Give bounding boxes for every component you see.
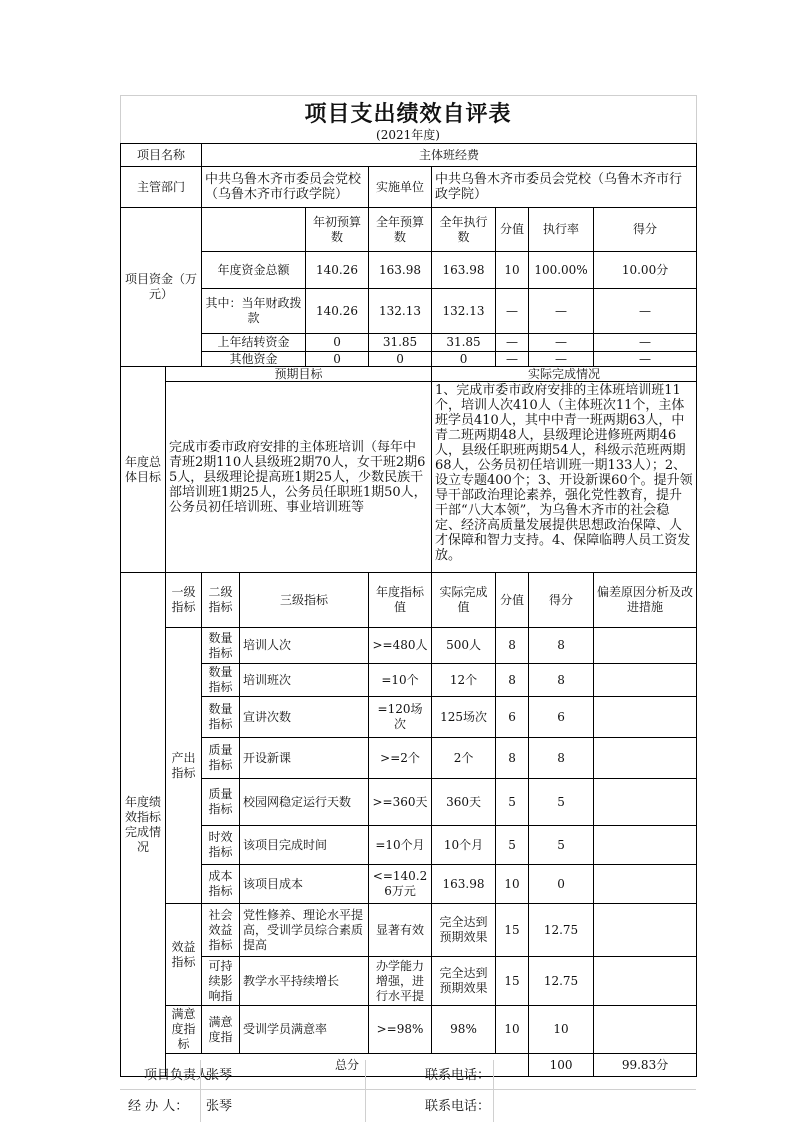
indicator-actual: 完全达到预期效果	[432, 957, 496, 1006]
indicator-l2: 可持续影响指	[202, 957, 240, 1006]
funds-row-v1: 0	[306, 334, 369, 352]
indicator-score: 5	[496, 779, 529, 826]
footer-vline	[200, 1060, 201, 1122]
ind-header-4: 实际完成值	[432, 573, 496, 628]
impl-label: 实施单位	[369, 167, 432, 208]
goals-label: 年度总体目标	[121, 367, 166, 573]
actual-header: 实际完成情况	[432, 367, 697, 382]
funds-row-v2: 0	[369, 352, 432, 367]
indicator-score: 5	[496, 826, 529, 865]
row-indicators-header	[121, 573, 697, 628]
indicator-actual: 10个月	[432, 826, 496, 865]
footer-divider	[120, 1089, 696, 1090]
indicator-got: 10	[529, 1006, 594, 1054]
indicator-l3: 该项目完成时间	[240, 826, 369, 865]
indicator-got: 8	[529, 664, 594, 697]
indicator-l2: 数量指标	[202, 697, 240, 738]
ind-header-0: 一级指标	[166, 573, 202, 628]
funds-row-got: 10.00分	[594, 252, 697, 289]
total-got: 99.83分	[594, 1054, 697, 1077]
level1-output: 产出指标	[166, 628, 202, 904]
indicator-note	[594, 779, 697, 826]
funds-row-score: 10	[496, 252, 529, 289]
indicator-got: 0	[529, 865, 594, 904]
project-name-label: 项目名称	[121, 144, 202, 167]
indicator-note	[594, 1006, 697, 1054]
ind-header-2: 三级指标	[240, 573, 369, 628]
indicator-row	[121, 738, 697, 779]
project-name-value: 主体班经费	[202, 144, 697, 167]
funds-row	[121, 252, 697, 289]
indicator-l3: 培训人次	[240, 628, 369, 664]
indicator-target: 显著有效	[369, 904, 432, 957]
indicator-target: >=98%	[369, 1006, 432, 1054]
indicator-target: =10个	[369, 664, 432, 697]
total-score: 100	[529, 1054, 594, 1077]
indicator-score: 10	[496, 1006, 529, 1054]
indicator-target: >=480人	[369, 628, 432, 664]
ind-header-5: 分值	[496, 573, 529, 628]
indicators-label: 年度绩效指标完成情况	[121, 573, 166, 1077]
indicator-actual: 2个	[432, 738, 496, 779]
indicator-score: 10	[496, 865, 529, 904]
indicator-score: 15	[496, 904, 529, 957]
indicator-row	[121, 697, 697, 738]
footer-vline	[493, 1060, 494, 1122]
indicator-l2: 满意度指	[202, 1006, 240, 1054]
dept-label: 主管部门	[121, 167, 202, 208]
indicator-row	[121, 779, 697, 826]
funds-row-rate: —	[529, 352, 594, 367]
funds-row	[121, 352, 697, 367]
indicator-target: =10个月	[369, 826, 432, 865]
indicator-got: 8	[529, 738, 594, 779]
funds-header-3: 分值	[496, 208, 529, 252]
funds-row-rate: —	[529, 289, 594, 334]
ind-header-6: 得分	[529, 573, 594, 628]
level1-benefit: 效益指标	[166, 904, 202, 1006]
owner-label: 项目负责人	[144, 1068, 210, 1083]
indicator-actual: 12个	[432, 664, 496, 697]
operator-contact-label: 联系电话：	[425, 1099, 491, 1114]
row-project-name	[121, 144, 697, 167]
funds-row-score: —	[496, 352, 529, 367]
indicator-l3: 教学水平持续增长	[240, 957, 369, 1006]
indicator-l2: 社会效益指标	[202, 904, 240, 957]
indicator-note	[594, 738, 697, 779]
funds-row-v2: 163.98	[369, 252, 432, 289]
row-goals-content	[121, 382, 697, 573]
indicator-score: 8	[496, 738, 529, 779]
indicator-l2: 质量指标	[202, 738, 240, 779]
funds-row-v2: 132.13	[369, 289, 432, 334]
ind-header-7: 偏差原因分析及改进措施	[594, 573, 697, 628]
funds-header-1: 全年预算数	[369, 208, 432, 252]
expected-header: 预期目标	[166, 367, 432, 382]
funds-row-v3: 0	[432, 352, 496, 367]
indicator-target: >=360天	[369, 779, 432, 826]
indicator-note	[594, 826, 697, 865]
indicator-l3: 培训班次	[240, 664, 369, 697]
funds-row-got: —	[594, 289, 697, 334]
expected-goal-text: 完成市委市政府安排的主体班培训（每年中青班2期110人县级班2期70人，女干班2期65人，县级理论提高班1期25人，少数民族干部培训班1期25人，公务员任职班1期50人，公务员初任培训班、事业培训班等	[166, 382, 432, 573]
indicator-note	[594, 664, 697, 697]
indicator-actual: 125场次	[432, 697, 496, 738]
indicator-actual: 163.98	[432, 865, 496, 904]
indicator-actual: 98%	[432, 1006, 496, 1054]
impl-value: 中共乌鲁木齐市委员会党校（乌鲁木齐市行政学院）	[432, 167, 697, 208]
indicator-note	[594, 628, 697, 664]
funds-row-v1: 0	[306, 352, 369, 367]
indicator-l3: 校园网稳定运行天数	[240, 779, 369, 826]
indicator-got: 12.75	[529, 957, 594, 1006]
indicator-actual: 360天	[432, 779, 496, 826]
footer-vline	[365, 1060, 366, 1122]
row-goals-header	[121, 367, 697, 382]
funds-row-v3: 132.13	[432, 289, 496, 334]
indicator-row	[121, 628, 697, 664]
indicator-l3: 该项目成本	[240, 865, 369, 904]
funds-row-rate: —	[529, 334, 594, 352]
indicator-note	[594, 697, 697, 738]
funds-row	[121, 289, 697, 334]
funds-label: 项目资金（万元）	[121, 208, 202, 367]
row-department	[121, 167, 697, 208]
indicator-note	[594, 957, 697, 1006]
funds-header-2: 全年执行数	[432, 208, 496, 252]
indicator-score: 8	[496, 664, 529, 697]
indicator-note	[594, 865, 697, 904]
indicator-l2: 数量指标	[202, 664, 240, 697]
actual-goal-text: 1、完成市委市政府安排的主体班培训班11个，培训人次410人（主体班次11个，主体班学员410人，其中中青一班两期63人，中青二班两期48人，县级理论进修班两期46人，县级任职班两期54人，科级示范班两期68人，公务员初任培训班一期133人）；2、设立专题400个；3、开设新课60个。提升领导干部政治理论素养，强化党性教育，提升干部“八大本领”，为乌鲁木齐市的社会稳定、经济高质量发展提供思想政治保障、人才保障和智力支持。4、保障临聘人员工资发放。	[432, 382, 697, 573]
indicator-target: >=2个	[369, 738, 432, 779]
indicator-l3: 开设新课	[240, 738, 369, 779]
indicator-row	[121, 904, 697, 957]
funds-row-v3: 163.98	[432, 252, 496, 289]
funds-row-v1: 140.26	[306, 252, 369, 289]
indicator-got: 8	[529, 628, 594, 664]
indicator-l2: 质量指标	[202, 779, 240, 826]
indicator-actual: 500人	[432, 628, 496, 664]
owner-contact-label: 联系电话：	[425, 1068, 491, 1083]
funds-header-blank	[202, 208, 306, 252]
page-title: 项目支出绩效自评表	[304, 101, 512, 127]
funds-header-0: 年初预算数	[306, 208, 369, 252]
funds-header-5: 得分	[594, 208, 697, 252]
funds-row-score: —	[496, 289, 529, 334]
row-funds-header	[121, 208, 697, 252]
indicator-got: 6	[529, 697, 594, 738]
dept-value: 中共乌鲁木齐市委员会党校（乌鲁木齐市行政学院）	[202, 167, 369, 208]
indicator-got: 5	[529, 826, 594, 865]
funds-header-4: 执行率	[529, 208, 594, 252]
funds-row-name: 年度资金总额	[202, 252, 306, 289]
funds-row-rate: 100.00%	[529, 252, 594, 289]
funds-row-score: —	[496, 334, 529, 352]
indicator-row	[121, 826, 697, 865]
indicator-l3: 宣讲次数	[240, 697, 369, 738]
indicator-target: 办学能力增强，进行水平提	[369, 957, 432, 1006]
evaluation-table	[120, 143, 697, 1077]
indicator-actual: 完全达到预期效果	[432, 904, 496, 957]
indicator-target: <=140.26万元	[369, 865, 432, 904]
indicator-got: 5	[529, 779, 594, 826]
operator-label: 经 办 人：	[128, 1099, 189, 1114]
indicator-l2: 数量指标	[202, 628, 240, 664]
indicator-l2: 成本指标	[202, 865, 240, 904]
funds-row-v1: 140.26	[306, 289, 369, 334]
page-subtitle: (2021年度)	[376, 128, 440, 142]
indicator-score: 15	[496, 957, 529, 1006]
indicator-row	[121, 957, 697, 1006]
indicator-l2: 时效指标	[202, 826, 240, 865]
indicator-note	[594, 904, 697, 957]
ind-header-3: 年度指标值	[369, 573, 432, 628]
funds-row-v3: 31.85	[432, 334, 496, 352]
indicator-score: 8	[496, 628, 529, 664]
funds-row-name: 其他资金	[202, 352, 306, 367]
funds-row-name: 其中：当年财政拨款	[202, 289, 306, 334]
funds-row	[121, 334, 697, 352]
funds-row-got: —	[594, 334, 697, 352]
indicator-row	[121, 865, 697, 904]
indicator-l3: 党性修养、理论水平提高，受训学员综合素质提高	[240, 904, 369, 957]
indicator-l3: 受训学员满意率	[240, 1006, 369, 1054]
funds-row-got: —	[594, 352, 697, 367]
indicator-row	[121, 664, 697, 697]
operator-name: 张琴	[206, 1099, 233, 1114]
indicator-score: 6	[496, 697, 529, 738]
indicator-target: =120场次	[369, 697, 432, 738]
indicator-row	[121, 1006, 697, 1054]
indicator-got: 12.75	[529, 904, 594, 957]
level1-satisfaction: 满意度指标	[166, 1006, 202, 1054]
funds-row-name: 上年结转资金	[202, 334, 306, 352]
total-label: 总分	[166, 1054, 529, 1077]
funds-row-v2: 31.85	[369, 334, 432, 352]
ind-header-1: 二级指标	[202, 573, 240, 628]
owner-name: 张琴	[206, 1068, 233, 1083]
